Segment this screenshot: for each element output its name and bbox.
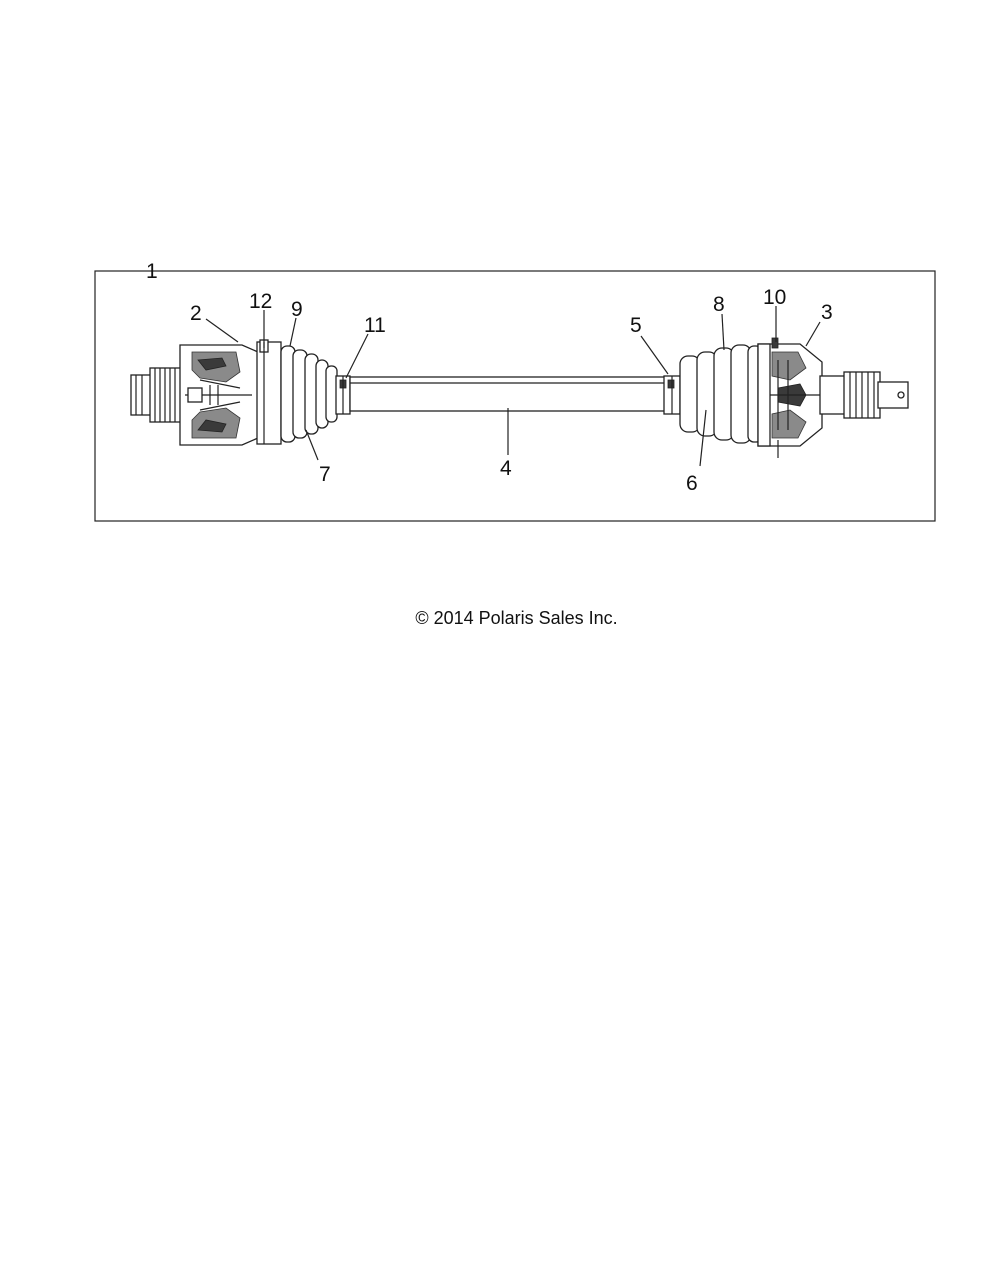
callout-3: 3 [821, 301, 833, 324]
copyright-notice: © 2014 Polaris Sales Inc. [415, 608, 618, 628]
right-boot [680, 345, 762, 443]
left-stub-shaft [131, 368, 182, 422]
left-outer-clamp [257, 340, 281, 444]
callout-10: 10 [763, 286, 787, 309]
callout-8: 8 [713, 293, 725, 316]
right-inner-clamp [664, 376, 680, 414]
callout-12: 12 [249, 290, 273, 313]
callout-4: 4 [500, 457, 512, 480]
callout-9: 9 [291, 298, 303, 321]
callout-5: 5 [630, 314, 642, 337]
callout-7: 7 [319, 463, 331, 486]
right-stub-shaft [820, 372, 908, 418]
callout-6: 6 [686, 472, 698, 495]
callout-1: 1 [146, 260, 158, 283]
callout-11: 11 [364, 314, 386, 337]
left-boot [281, 346, 337, 442]
right-cv-joint-housing [758, 338, 822, 446]
left-cv-joint-housing [180, 345, 258, 445]
left-inner-clamp [336, 376, 350, 414]
main-shaft [350, 377, 665, 411]
callout-2: 2 [190, 302, 202, 325]
